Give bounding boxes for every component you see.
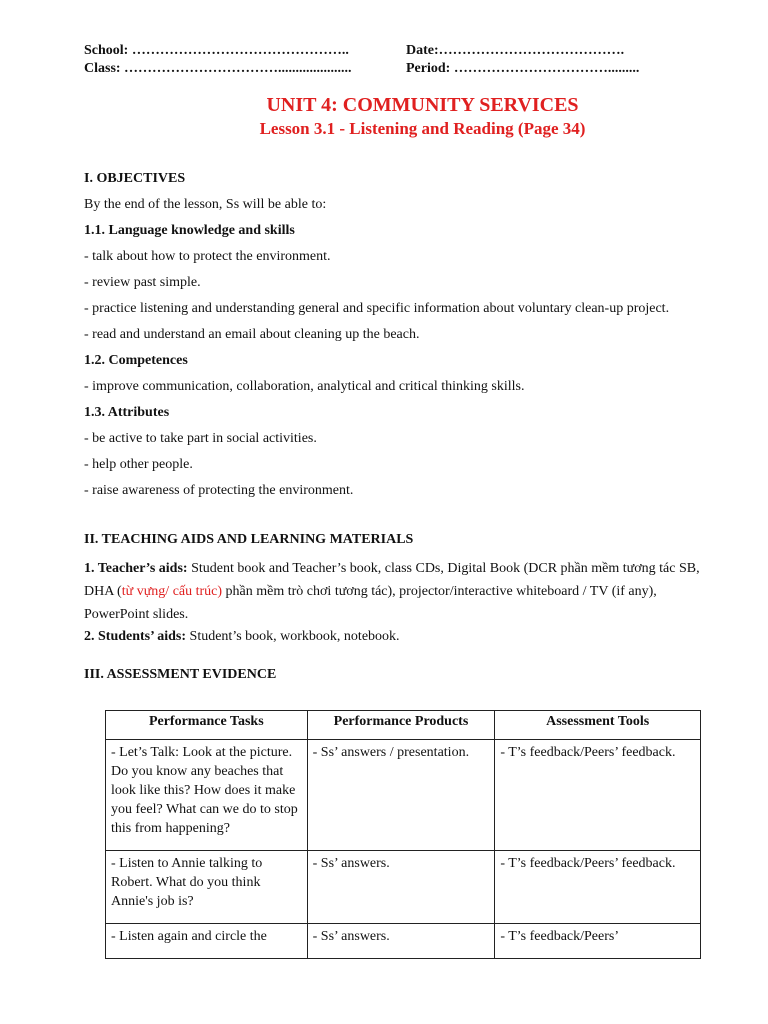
teacher-aids-text: Student book and Teacher’s book, class CDs, Digital Book (DCR phần mềm tương tác SB, DHA ( — [84, 561, 700, 599]
school-field: School: ……………………………………….. — [84, 43, 349, 58]
language-item: - practice listening and understanding general and specific information about voluntary clean-up project. — [84, 301, 670, 316]
objectives-heading: I. OBJECTIVES — [84, 171, 186, 186]
aids-heading: II. TEACHING AIDS AND LEARNING MATERIALS — [84, 532, 414, 547]
date-field: Date:…………………………………. — [406, 43, 625, 58]
student-aids-text: Student’s book, workbook, notebook. — [186, 629, 400, 644]
table-cell: - Ss’ answers / presentation. — [307, 740, 495, 851]
competences-heading: 1.2. Competences — [84, 353, 188, 368]
lesson-content — [84, 170, 709, 684]
table-cell: - T’s feedback/Peers’ — [495, 924, 701, 959]
student-aids — [84, 628, 709, 646]
attributes-item: - help other people. — [84, 457, 193, 472]
lesson-title: Lesson 3.1 - Listening and Reading (Page 34) — [259, 119, 586, 138]
attributes-item: - be active to take part in social activities. — [84, 431, 317, 446]
table-cell: - Ss’ answers. — [307, 851, 495, 924]
table-row — [106, 851, 701, 924]
unit-title: UNIT 4: COMMUNITY SERVICES — [266, 94, 579, 116]
table-cell: - Listen again and circle the — [106, 924, 308, 959]
objectives-intro: By the end of the lesson, Ss will be able to: — [84, 197, 327, 212]
table-header-row — [106, 711, 701, 740]
language-item: - read and understand an email about cleaning up the beach. — [84, 327, 420, 342]
table-row — [106, 924, 701, 959]
language-heading: 1.1. Language knowledge and skills — [84, 223, 295, 238]
teacher-aids-text-cont: phần mềm trò chơi tương tác), projector/interactive whiteboard / TV (if any), PowerPoint slides. — [84, 584, 657, 622]
teacher-aids-label: 1. Teacher’s aids: — [84, 561, 188, 576]
teacher-aids — [84, 557, 709, 626]
column-header: Assessment Tools — [495, 711, 701, 740]
class-field: Class: ……………………………..................... — [84, 61, 352, 76]
table-cell: - Let’s Talk: Look at the picture. Do you know any beaches that look like this? How does it make you feel? What can we do to stop this from happening? — [106, 740, 308, 851]
student-aids-label: 2. Students’ aids: — [84, 629, 187, 644]
table-cell: - T’s feedback/Peers’ feedback. — [495, 740, 701, 851]
attributes-item: - raise awareness of protecting the environment. — [84, 483, 354, 498]
table-cell: - T’s feedback/Peers’ feedback. — [495, 851, 701, 924]
language-item: - review past simple. — [84, 275, 201, 290]
table-row — [106, 740, 701, 851]
assessment-table — [105, 710, 701, 959]
language-item: - talk about how to protect the environment. — [84, 249, 331, 264]
table-cell: - Listen to Annie talking to Robert. What do you think Annie's job is? — [106, 851, 308, 924]
competences-item: - improve communication, collaboration, analytical and critical thinking skills. — [84, 379, 525, 394]
attributes-heading: 1.3. Attributes — [84, 405, 170, 420]
table-cell: - Ss’ answers. — [307, 924, 495, 959]
period-field: Period: ……………………………......... — [406, 61, 640, 76]
teacher-aids-highlight: từ vựng/ cấu trúc) — [121, 584, 223, 599]
column-header: Performance Tasks — [106, 711, 308, 740]
column-header: Performance Products — [307, 711, 495, 740]
assessment-heading: III. ASSESSMENT EVIDENCE — [84, 667, 277, 682]
